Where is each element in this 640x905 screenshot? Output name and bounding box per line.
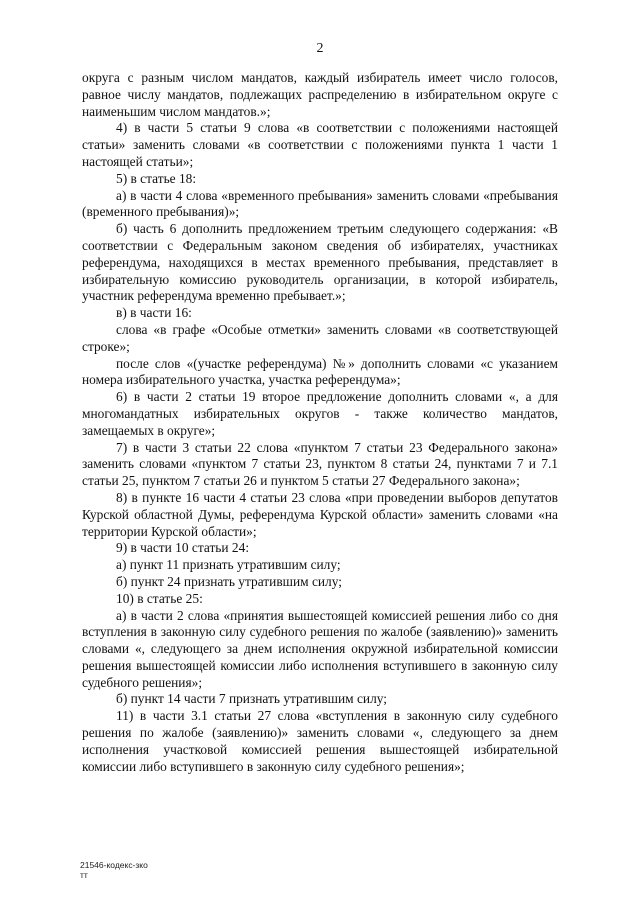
paragraph: а) в части 2 слова «принятия вышестоящей комиссией решения либо со дня вступления в законную силу судебного решения по жалобе (заявлению)» заменить словами «, следующего за днем исполнения окружной избирательной комиссии решения вышестоящей комиссии либо исполнения вступившего в законную силу судебного решения»; (82, 607, 558, 690)
paragraph: 5) в статье 18: (116, 170, 197, 186)
document-body (82, 70, 558, 775)
paragraph: 9) в части 10 статьи 24: (116, 540, 250, 556)
paragraph: в) в части 16: (116, 305, 192, 321)
paragraph: 10) в статье 25: (116, 590, 203, 606)
paragraph: б) пункт 14 части 7 признать утратившим силу; (116, 691, 388, 707)
paragraph: 6) в части 2 статьи 19 второе предложение дополнить словами «, а для многомандатных избирательных округов - также количество мандатов, замещаемых в округе»; (82, 389, 558, 438)
paragraph: 7) в части 3 статьи 22 слова «пунктом 7 статьи 23 Федерального закона» заменить словами «пунктом 7 статьи 23, пунктом 8 статьи 24, пунктами 7 и 7.1 статьи 25, пунктом 7 статьи 26 и пунктом 5 статьи 27 Федерального закона»; (82, 439, 558, 489)
paragraph: 11) в части 3.1 статьи 27 слова «вступления в законную силу судебного решения по жалобе (заявлению)» заменить словами «, следующего за днем исполнения участковой комиссией решения вышестоящей избирательной комиссии либо вступившего в законную силу судебного решения»; (82, 708, 558, 774)
footer-reference (80, 860, 148, 880)
paragraph: слова «в графе «Особые отметки» заменить словами «в соответствующей строке»; (82, 321, 558, 354)
footer-initials: тт (80, 870, 88, 880)
paragraph: 8) в пункте 16 части 4 статьи 23 слова «при проведении выборов депутатов Курской областной Думы, референдума Курской области» заменить словами «на территории Курской области»; (82, 489, 558, 539)
paragraph: а) в части 4 слова «временного пребывания» заменить словами «пребывания (временного пребывания)»; (82, 187, 558, 220)
paragraph: а) пункт 11 признать утратившим силу; (116, 557, 341, 573)
paragraph: б) пункт 24 признать утратившим силу; (116, 573, 342, 589)
paragraph: округа с разным числом мандатов, каждый избиратель имеет число голосов, равное числу мандатов, подлежащих распределению в избирательном округе с наименьшим числом мандатов.»; (82, 70, 558, 119)
paragraph: 4) в части 5 статьи 9 слова «в соответствии с положениями настоящей статьи» заменить словами «в соответствии с положениями пункта 1 части 1 настоящей статьи»; (82, 120, 558, 169)
paragraph: б) часть 6 дополнить предложением третьим следующего содержания: «В соответствии с Федеральным законом сведения об избирателях, участниках референдума, находящихся в местах временного пребывания, представляет в избирательную комиссию руководитель организации, в которой избиратель, участник референдума временно пребывает.»; (82, 221, 558, 304)
page-number: 2 (316, 41, 324, 56)
footer-code: 21546-кодекс-зко (80, 860, 148, 870)
paragraph: после слов «(участке референдума) №» дополнить словами «с указанием номера избирательного участка, участка референдума»; (82, 355, 558, 388)
